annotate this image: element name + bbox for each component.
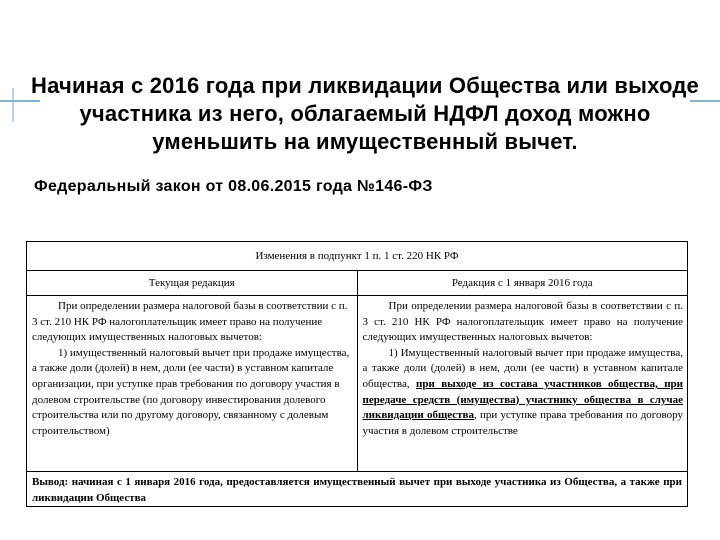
decorative-bracket [12, 88, 28, 122]
table-body [27, 296, 687, 472]
current-edition-intro: При определении размера налоговой базы в соответствии с п. 3 ст. 210 НК РФ налогоплательщик имеет право на получение следующих имущественных налоговых вычетов: [32, 300, 348, 344]
column-header-new: Редакция с 1 января 2016 года [451, 277, 593, 289]
new-edition-cell [358, 296, 688, 471]
slide-title: Начиная с 2016 года при ликвидации Общества или выходе участника из него, облагаемый НДФЛ доход можно уменьшить на имущественный вычет. [31, 73, 699, 154]
new-edition-text-start: 1) Имущественный налоговый вычет при продаже имущества, а также доли (долей) в нем, доли (ее части) в уставном капитале общества, [362, 346, 683, 390]
column-header-current: Текущая редакция [27, 271, 358, 295]
new-edition-item-1 [363, 346, 684, 440]
new-edition-intro: При определении размера налоговой базы в соответствии с п. 3 ст. 210 НК РФ налогоплательщик имеет право на получение следующих имущественных налоговых вычетов: [362, 300, 683, 344]
table-header: Изменения в подпункт 1 п. 1 ст. 220 НК РФ [27, 242, 687, 271]
new-edition-highlight: при выходе из состава участников общества, при передаче средств (имущества) участнику общества в случае ликвидации общества [362, 377, 684, 422]
conclusion: Вывод: начиная с 1 января 2016 года, предоставляется имущественный вычет при выходе участника из Общества, а также при ликвидации Общества [32, 476, 682, 504]
current-edition-cell [27, 296, 358, 471]
column-headers [27, 271, 687, 296]
current-edition-item-1: 1) имущественный налоговый вычет при продаже имущества, а также доли (долей) в нем, доли (ее части) в уставном капитале организации, при уступке прав требования по договору участия в долевом строительстве (по договору инвестирования долевого строительства или по другому договору, связанному с долевым строительством) [32, 346, 350, 437]
law-comparison-table [26, 241, 688, 507]
new-edition-text-end: , при уступке права требования по договору участия в долевом строительстве [362, 409, 684, 437]
law-reference: Федеральный закон от 08.06.2015 года №146-ФЗ [34, 178, 433, 195]
